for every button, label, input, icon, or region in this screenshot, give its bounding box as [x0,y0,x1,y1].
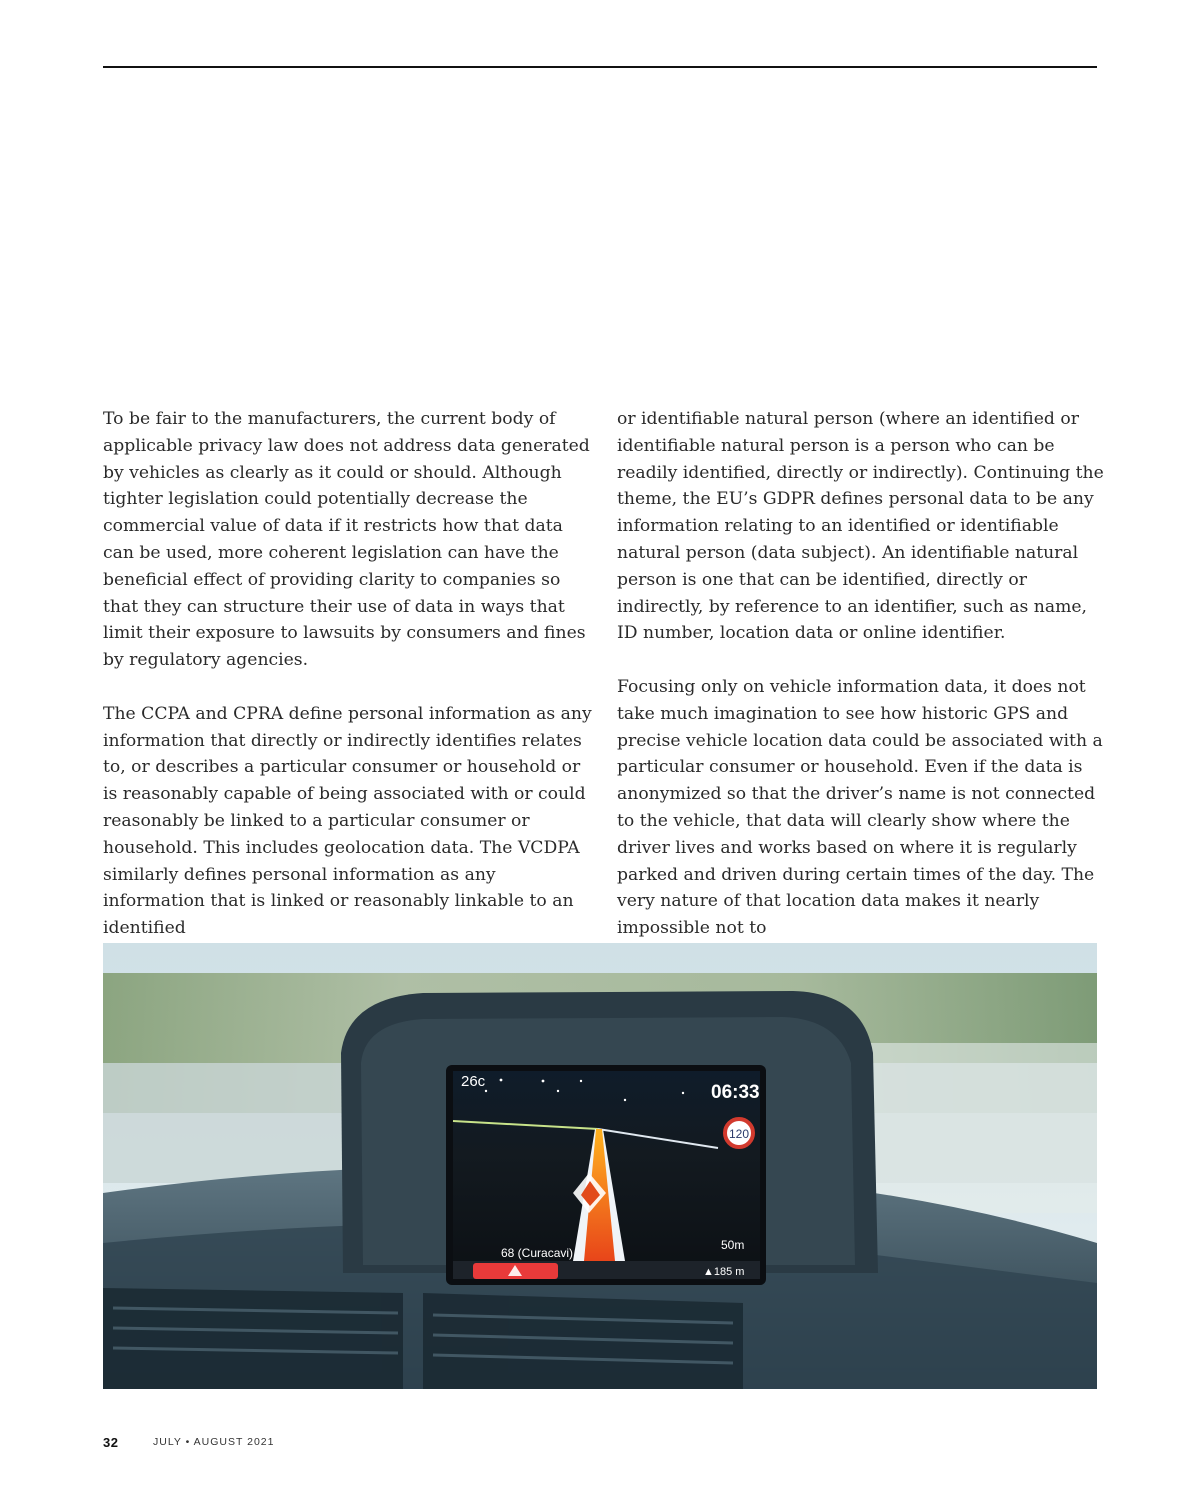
article-column-right [617,406,1107,969]
paragraph: Focusing only on vehicle information data, it does not take much imagination to see how historic GPS and precise vehicle location data could be associated with a particular consumer or household. Even if the data is anonymized so that the driver’s name is not connected to the vehicle, that data will clearly show where the driver lives and works based on where it is regularly parked and driven during certain times of the day. The very nature of that location data makes it nearly impossible not to [617,676,1103,939]
temperature-label: 26c [461,1073,486,1090]
street-label: 68 (Curacavi) [501,1246,574,1260]
article-column-left [103,406,593,969]
page-footer [103,1434,275,1452]
top-rule [103,66,1097,68]
time-label: 06:33 [711,1082,760,1103]
issue-date: JULY • AUGUST 2021 [153,1436,275,1448]
paragraph: To be fair to the manufacturers, the current body of applicable privacy law does not address data generated by vehicles as clearly as it could or should. Although tighter legislation could potentially decrease the commercial value of data if it restricts how that data can be used, more coherent legislation can have the beneficial effect of providing clarity to companies so that they can structure their use of data in ways that limit their exposure to lawsuits by consumers and fines by regulatory agencies. [103,409,590,671]
distance-label: 50m [721,1238,745,1252]
paragraph: or identifiable natural person (where an identified or identifiable natural person is a person who can be readily identified, directly or indirectly). Continuing the theme, the EU’s GDPR defines personal data to be any information relating to an identified or identifiable natural person (data subject). An identifiable natural person is one that can be identified, directly or indirectly, by reference to an identifier, such as name, ID number, location data or online identifier. [617,409,1104,644]
page-number: 32 [103,1435,119,1450]
paragraph: The CCPA and CPRA define personal information as any information that directly or indirectly identifies relates to, or describes a particular consumer or household or is reasonably capable of being associated with or could reasonably be linked to a particular consumer or household. This includes geolocation data. The VCDPA similarly defines personal information as any information that is linked or reasonably linkable to an identified [103,703,592,939]
remaining-label: ▲185 m [703,1266,745,1278]
dashboard-gps-photo [103,943,1097,1389]
speed-limit-label: 120 [728,1127,750,1141]
